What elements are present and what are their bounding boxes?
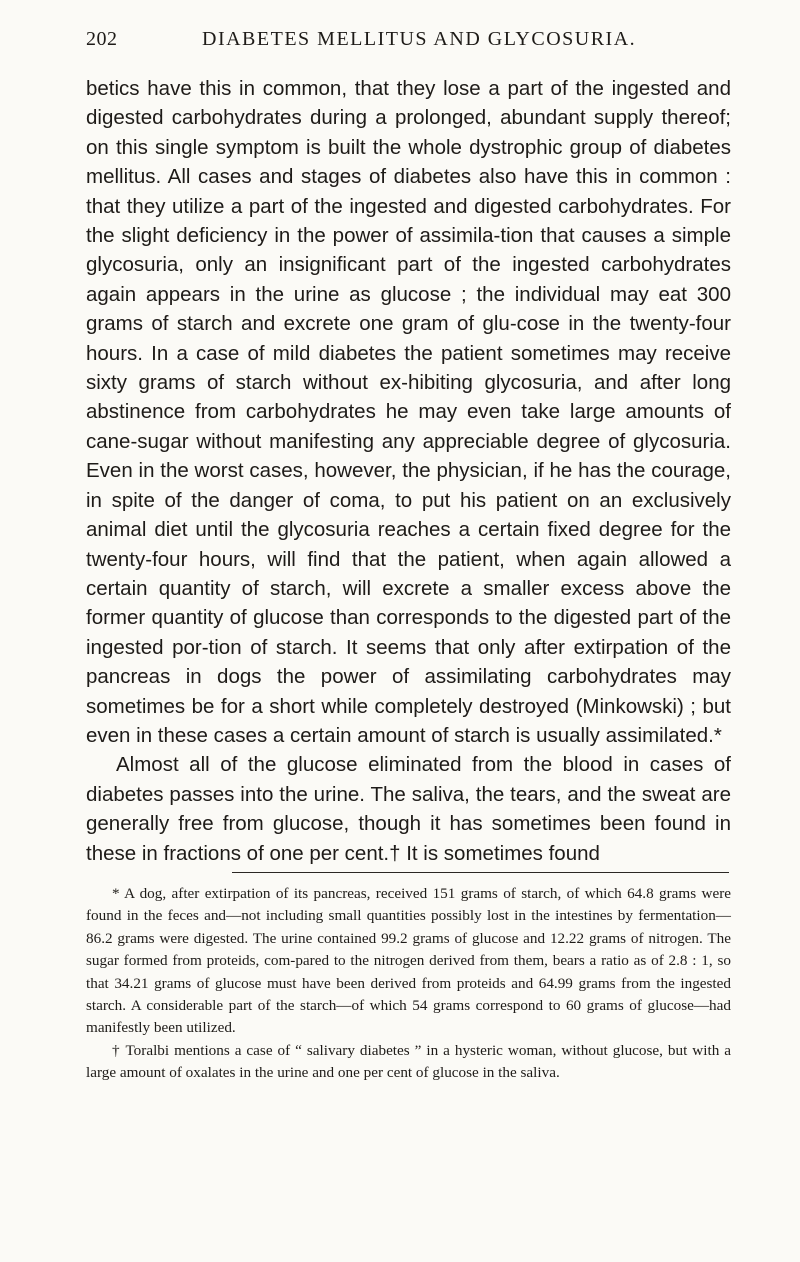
paragraph: Almost all of the glucose eliminated from the blood in cases of diabetes passes into the urine. The saliva, the tears, and the sweat are generally free from glucose, though it has sometimes been found in these in fractions of one per cent.† It is sometimes found	[86, 753, 731, 865]
footnote: * A dog, after extirpation of its pancreas, received 151 grams of starch, of which 64.8 grams were found in the feces and—not including small quantities possibly lost in the intestines by fermentation—86.2 grams were digested. The urine contained 99.2 grams of glucose and 12.22 grams of nitrogen. The sugar formed from proteids, com-pared to the nitrogen derived from them, bears a ratio as of 2.8 : 1, so that 34.21 grams of glucose must have been derived from proteids and 64.99 grams from the ingested starch. A considerable part of the starch—of which 54 grams correspond to 60 grams of glucose—had manifestly been utilized.	[86, 885, 731, 1037]
page-header	[86, 28, 726, 58]
body-text	[86, 74, 731, 868]
running-title: DIABETES MELLITUS AND GLYCOSURIA.	[202, 28, 637, 50]
footnote: † Toralbi mentions a case of “ salivary diabetes ” in a hysteric woman, without glucose, but with a large amount of oxalates in the urine and one per cent of glucose in the saliva.	[86, 1041, 731, 1082]
paragraph: betics have this in common, that they lose a part of the ingested and digested carbohydrates during a prolonged, abundant supply thereof; on this single symptom is built the whole dystrophic group of diabetes mellitus. All cases and stages of diabetes also have this in common : that they utilize a part of the ingested and digested carbohydrates. For the slight deficiency in the power of assimila-tion that causes a simple glycosuria, only an insignificant part of the ingested carbohydrates again appears in the urine as glucose ; the individual may eat 300 grams of starch and excrete one gram of glu-cose in the twenty-four hours. In a case of mild diabetes the patient sometimes may receive sixty grams of starch without ex-hibiting glycosuria, and after long abstinence from carbohydrates he may even take large amounts of cane-sugar without manifesting any appreciable degree of glycosuria. Even in the worst cases, however, the physician, if he has the courage, in spite of the danger of coma, to put his patient on an exclusively animal diet until the glycosuria reaches a certain fixed degree for the twenty-four hours, will find that the patient, when again allowed a certain quantity of starch, will excrete a smaller excess above the former quantity of glucose than corresponds to the digested part of the ingested por-tion of starch. It seems that only after extirpation of the pancreas in dogs the power of assimilating carbohydrates may sometimes be for a short while completely destroyed (Minkowski) ; but even in these cases a certain amount of starch is usually assimilated.*	[86, 77, 731, 747]
footnote-rule	[232, 872, 729, 873]
footnotes	[86, 883, 731, 1085]
page-number: 202	[86, 28, 118, 50]
